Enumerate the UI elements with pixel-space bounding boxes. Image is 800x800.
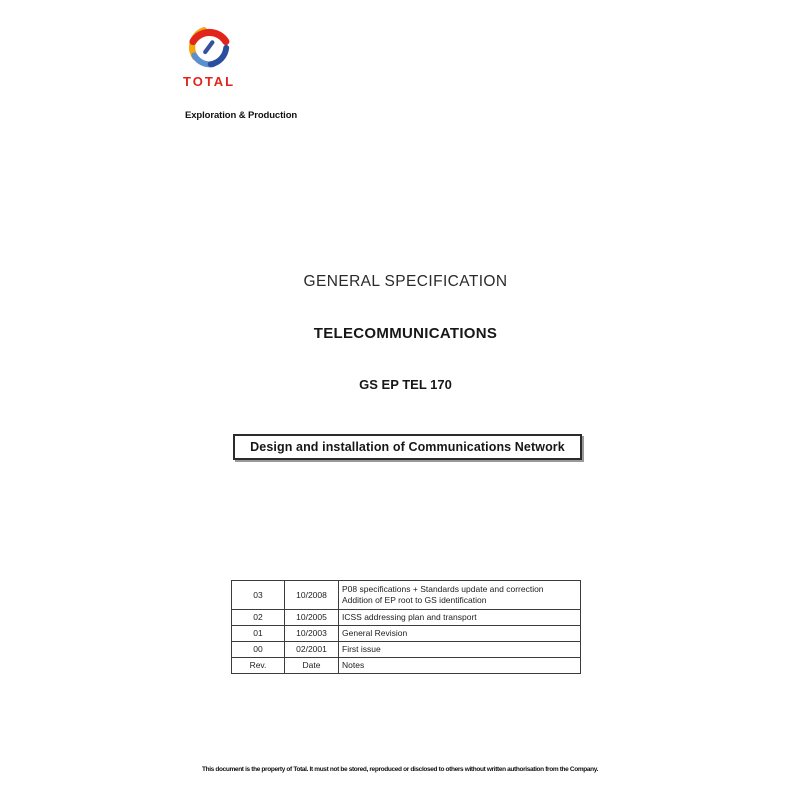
confidentiality-notice: This document is the property of Total. It must not be stored, reproduced or disclosed to others without written authorisation from the Company. bbox=[201, 766, 599, 773]
notes-cell: ICSS addressing plan and transport bbox=[339, 610, 581, 626]
doc-number: GS EP TEL 170 bbox=[359, 377, 452, 392]
total-logo bbox=[183, 26, 243, 89]
date-cell: 10/2005 bbox=[285, 610, 339, 626]
rev-cell: 01 bbox=[232, 626, 285, 642]
total-globe-icon bbox=[188, 26, 230, 68]
table-row bbox=[232, 610, 581, 626]
division-label: Exploration & Production bbox=[185, 110, 298, 121]
date-cell: 10/2003 bbox=[285, 626, 339, 642]
rev-cell: 03 bbox=[232, 581, 285, 610]
note-line: P08 specifications + Standards update and correction bbox=[342, 584, 544, 594]
rev-column-header: Rev. bbox=[232, 658, 285, 674]
revision-history bbox=[231, 580, 581, 674]
date-cell: 02/2001 bbox=[285, 642, 339, 658]
table-header-row bbox=[232, 658, 581, 674]
date-cell: 10/2008 bbox=[285, 581, 339, 610]
doc-title-box bbox=[233, 434, 582, 460]
total-wordmark: TOTAL bbox=[183, 74, 236, 89]
note-line: Addition of EP root to GS identification bbox=[342, 595, 487, 605]
rev-cell: 02 bbox=[232, 610, 285, 626]
spec-type-title: GENERAL SPECIFICATION bbox=[303, 273, 508, 290]
notes-cell: General Revision bbox=[339, 626, 581, 642]
rev-cell: 00 bbox=[232, 642, 285, 658]
date-column-header: Date bbox=[285, 658, 339, 674]
discipline-title: TELECOMMUNICATIONS bbox=[313, 325, 498, 342]
notes-cell: First issue bbox=[339, 642, 581, 658]
doc-title-text: Design and installation of Communications Network bbox=[250, 440, 565, 454]
table-row bbox=[232, 626, 581, 642]
notes-cell bbox=[339, 581, 581, 610]
notes-column-header: Notes bbox=[339, 658, 581, 674]
revision-table bbox=[231, 580, 581, 674]
table-row bbox=[232, 642, 581, 658]
table-row bbox=[232, 581, 581, 610]
